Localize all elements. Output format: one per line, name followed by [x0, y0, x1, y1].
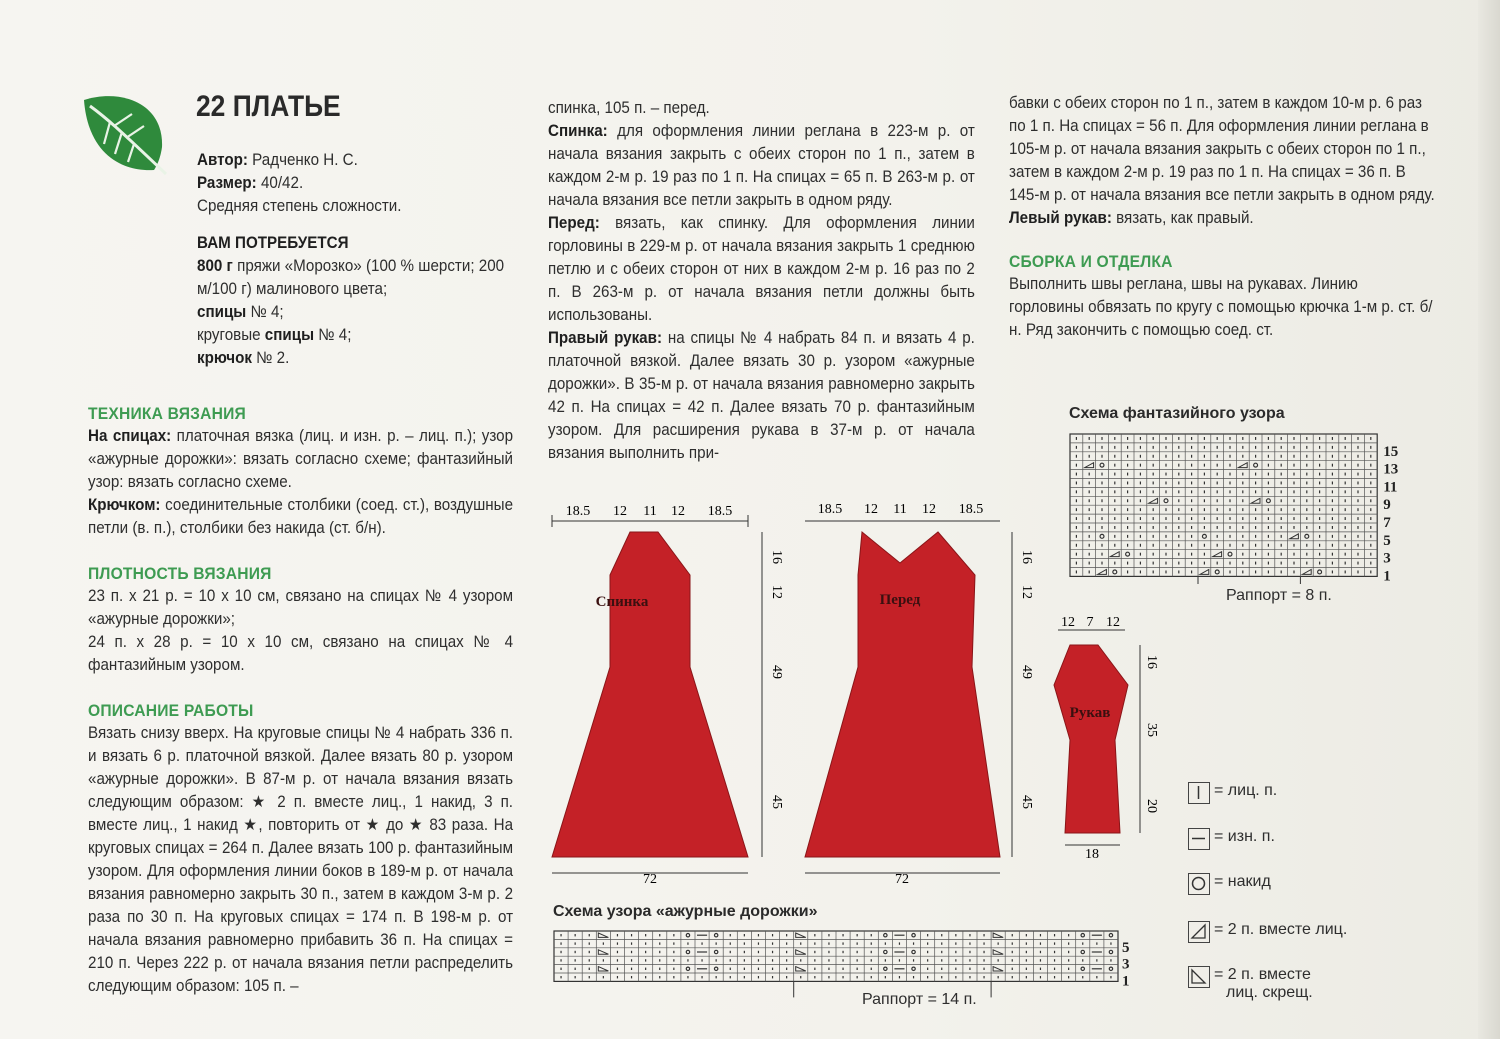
legend-k2tog-tbl: = 2 п. вместе лиц. скрещ.	[1188, 966, 1313, 1002]
page-fold-shadow	[1478, 0, 1500, 1039]
fantasy-row-number: 11	[1383, 479, 1398, 496]
svg-text:12: 12	[1061, 615, 1075, 630]
leaf-icon	[82, 92, 172, 177]
sleeve-label: Рукав	[1069, 705, 1111, 721]
gauge-heading: ПЛОТНОСТЬ ВЯЗАНИЯ	[88, 564, 272, 583]
svg-text:49: 49	[1019, 665, 1034, 679]
fantasy-row-number: 1	[1383, 568, 1391, 584]
svg-text:18: 18	[1085, 847, 1099, 862]
svg-text:12: 12	[922, 502, 936, 517]
fantasy-row-number: 5	[1383, 532, 1391, 549]
yarn-over-symbol-icon	[1188, 873, 1210, 895]
svg-text:12: 12	[1019, 585, 1034, 599]
svg-text:12: 12	[671, 504, 685, 519]
fantasy-chart-grid	[1068, 432, 1428, 584]
fantasy-row-number: 15	[1383, 443, 1399, 460]
lace-row-number: 5	[1122, 939, 1130, 956]
right-column-text: бавки с обеих сторон по 1 п., затем в каждом 10-м р. 6 раз по 1 п. На спицах = 56 п. Для оформления линии реглана в 105-м р. от начала вязания закрыть с обеих сторон по 1 п., затем в каждом 2-м р. 19 раз по 1 п. На спицах = 36 п. В 145-м р. от начала вязания все петли закрыть в одном ряду. Левый рукав: вязать, как правый. СБОРКА И ОТДЕЛКА Выполнить швы реглана, швы на рукавах. Линию горловины обвязать по кругу с помощью крючка 1-м р. ст. б/н. Ряд закончить с помощью соед. ст.	[1009, 94, 1435, 339]
k2tog-tbl-symbol-icon	[1188, 966, 1210, 988]
materials-heading: ВАМ ПОТРЕБУЕТСЯ	[197, 234, 349, 252]
svg-text:18.5: 18.5	[565, 504, 591, 519]
knit-symbol-icon	[1188, 782, 1210, 804]
front-label: Перед	[879, 592, 921, 608]
lace-chart-grid	[552, 928, 1142, 1003]
svg-text:16: 16	[1019, 550, 1034, 564]
svg-text:16: 16	[1144, 655, 1159, 669]
svg-text:12: 12	[769, 585, 784, 599]
svg-text:20: 20	[1144, 799, 1159, 813]
front-schematic	[805, 502, 1034, 887]
legend-purl: = изн. п.	[1188, 828, 1275, 850]
info-block: Автор: Радченко Н. С. Размер: 40/42. Средняя степень сложности. ВАМ ПОТРЕБУЕТСЯ 800 г пряжи «Морозко» (100 % шерсти; 200 м/100 г) малинового цвета; спицы № 4; круговые спицы № 4; крючок № 2.	[197, 149, 510, 370]
fantasy-row-number: 9	[1383, 497, 1391, 514]
fantasy-chart-title: Схема фантазийного узора	[1069, 405, 1285, 422]
svg-text:72: 72	[895, 872, 909, 887]
svg-text:16: 16	[769, 550, 784, 564]
legend-knit: = лиц. п.	[1188, 782, 1277, 804]
lace-chart-title: Схема узора «ажурные дорожки»	[553, 903, 818, 920]
technique-heading: ТЕХНИКА ВЯЗАНИЯ	[88, 404, 246, 423]
lace-repeat: Раппорт = 14 п.	[862, 991, 977, 1008]
purl-symbol-icon	[1188, 828, 1210, 850]
svg-text:18.5: 18.5	[817, 502, 843, 517]
fantasy-repeat: Раппорт = 8 п.	[1226, 587, 1332, 604]
svg-text:12: 12	[864, 502, 878, 517]
k2tog-symbol-icon	[1188, 921, 1210, 943]
svg-text:18.5: 18.5	[707, 504, 733, 519]
fantasy-row-number: 13	[1383, 461, 1399, 478]
description-heading: ОПИСАНИЕ РАБОТЫ	[88, 701, 254, 720]
lace-row-number: 3	[1122, 956, 1130, 973]
sleeve-schematic	[1054, 615, 1159, 862]
back-label: Спинка	[595, 594, 649, 610]
middle-column-text: спинка, 105 п. – перед. Спинка: для оформления линии реглана в 223-м р. от начала вязания закрыть с обеих сторон по 1 п., затем в каждом 2-м р. 19 раз по 1 п. На спицах = 65 п. В 263-м р. от начала вязания все петли закрыть в одном ряду. Перед: вязать, как спинку. Для оформления линии горловины в 229-м р. от начала вязания закрыть 1 среднюю петлю и с обеих сторон от них в каждом 2-м р. 16 раз по 2 п. В 263-м р. от начала вязания петли должны быть использованы. Правый рукав: на спицы № 4 набрать 84 п. и вязать 4 р. платочной вязкой. Далее вязать 30 р. узором «ажурные дорожки». В 35-м р. от начала вязания равномерно закрыть 42 п. На спицах = 42 п. Далее вязать 70 р. фантазийным узором. Для расширения рукава в 37-м р. от начала вязания выполнить при-	[548, 99, 975, 462]
svg-text:18.5: 18.5	[958, 502, 984, 517]
back-schematic	[552, 504, 784, 887]
svg-text:11: 11	[643, 504, 657, 519]
fantasy-row-number: 3	[1383, 550, 1391, 567]
svg-text:11: 11	[893, 502, 907, 517]
svg-text:45: 45	[769, 795, 784, 809]
svg-text:12: 12	[613, 504, 627, 519]
legend-k2tog: = 2 п. вместе лиц.	[1188, 921, 1347, 943]
svg-text:7: 7	[1086, 615, 1094, 630]
left-column-text: ТЕХНИКА ВЯЗАНИЯ На спицах: платочная вязка (лиц. и изн. р. – лиц. п.); узор «ажурные дорожки»: вязать согласно схеме; фантазийный узор: вязать согласно схеме. Крючком: соединительные столбики (соед. ст.), воздушные петли (в. п.), столбики без накида (ст. б/н). ПЛОТНОСТЬ ВЯЗАНИЯ 23 п. х 21 р. = 10 х 10 см, связано на спицах № 4 узором «ажурные дорожки»; 24 п. х 28 р. = 10 х 10 см, связано на спицах № 4 фантазийным узором. ОПИСАНИЕ РАБОТЫ Вязать снизу вверх. На круговые спицы № 4 набрать 336 п. и вязать 6 р. платочной вязкой. Далее вязать 80 р. узором «ажурные дорожки». В 87-м р. от начала вязания вязать следующим образом: ★ 2 п. вместе лиц., 1 накид, 3 п. вместе лиц., 1 накид ★, повторить от ★ до ★ 83 раза. На круговых спицах = 264 п. Далее вязать 100 р. фантазийным узором. Для оформления линии боков в 189-м р. от начала вязания равномерно закрыть 30 п., затем в каждом 3-м р. 2 раза по 30 п. На круговых спицах = 174 п. В 198-м р. от начала вязания равномерно прибавить 36 п. На спицах = 210 п. Через 222 р. от начала вязания петли распределить следующим образом: 105 п. –	[88, 404, 514, 995]
legend-yarn-over: = накид	[1188, 873, 1271, 895]
svg-text:45: 45	[1019, 795, 1034, 809]
svg-text:12: 12	[1106, 615, 1120, 630]
assembly-heading: СБОРКА И ОТДЕЛКА	[1009, 252, 1173, 271]
page-title: 22 ПЛАТЬЕ	[196, 90, 341, 123]
svg-text:72: 72	[643, 872, 657, 887]
svg-text:49: 49	[769, 665, 784, 679]
lace-row-number: 1	[1122, 973, 1130, 990]
fantasy-row-number: 7	[1383, 515, 1391, 531]
svg-text:35: 35	[1144, 723, 1159, 737]
